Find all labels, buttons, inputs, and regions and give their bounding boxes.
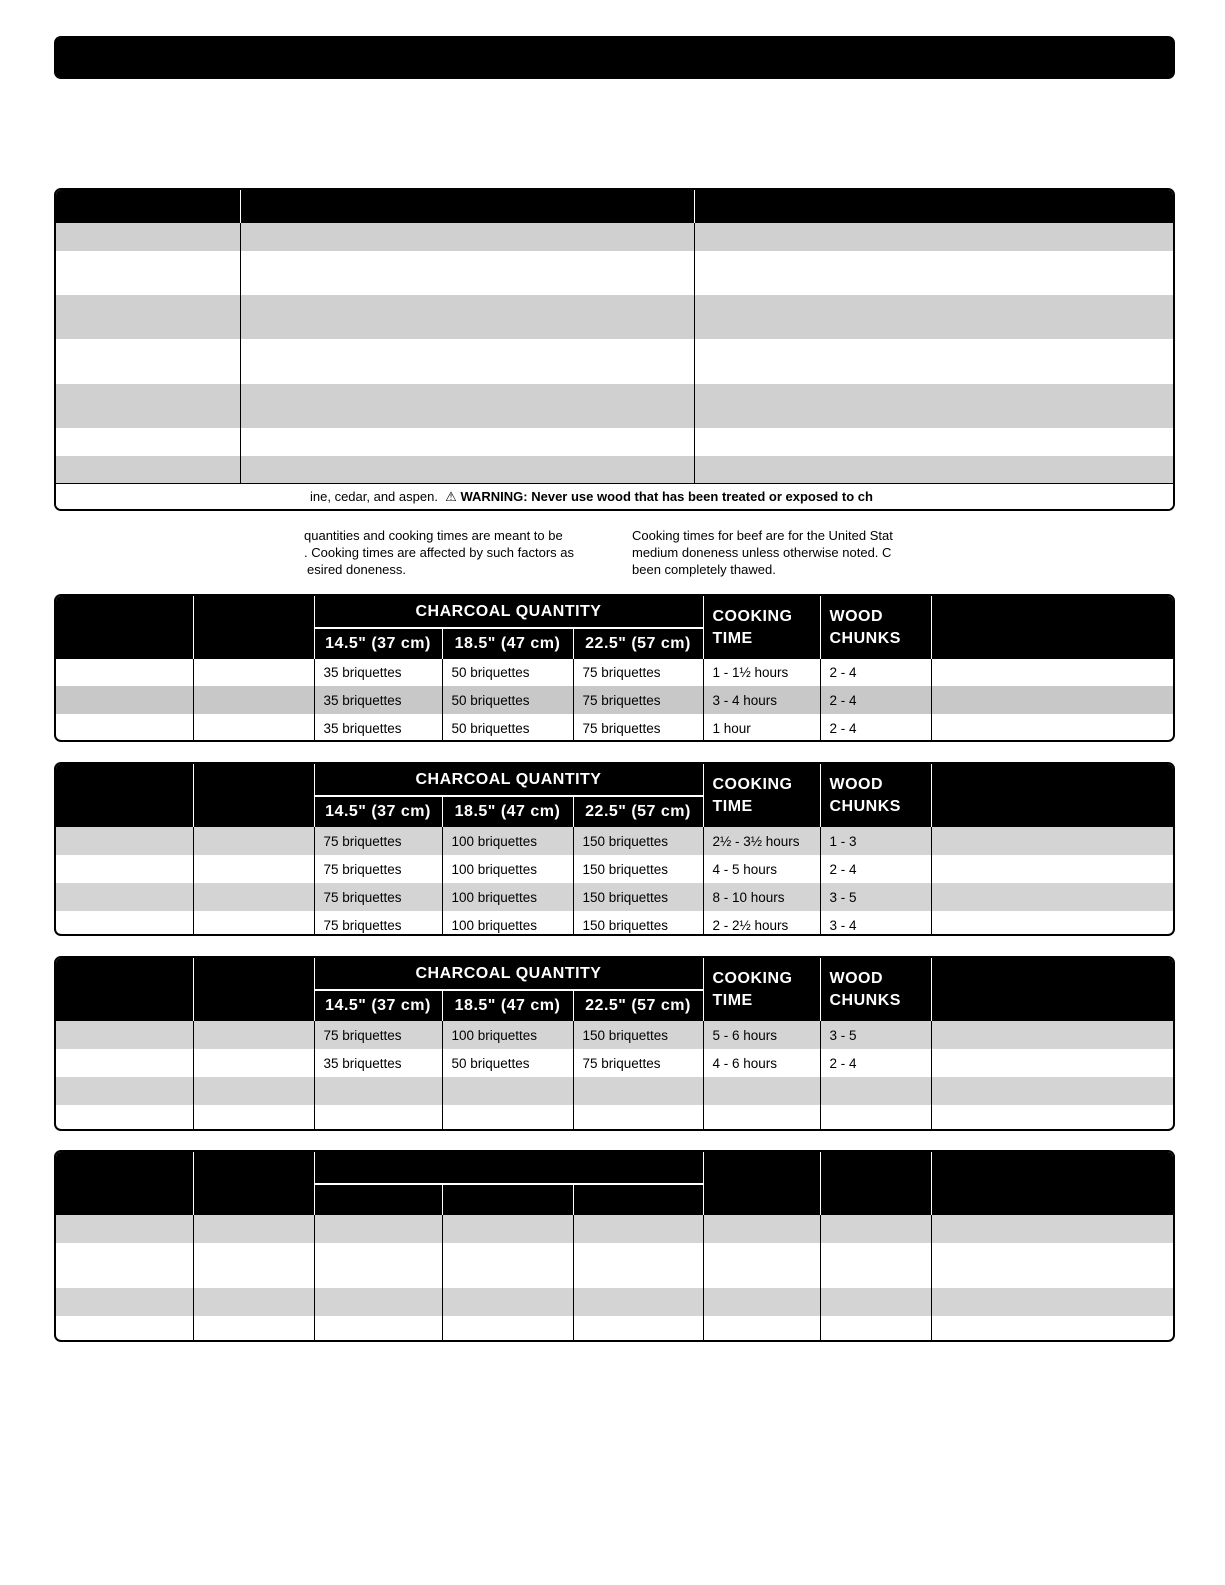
charcoal-cell: 35 briquettes [314,1049,442,1077]
cooking-time-cell: 2 - 2½ hours [703,911,820,936]
charcoal-cell: 75 briquettes [573,714,703,742]
smoking-table-3 [54,956,1175,1131]
cooking-time-header: COOKING TIME [703,958,820,1021]
charcoal-cell: 100 briquettes [442,883,573,911]
charcoal-cell: 35 briquettes [314,714,442,742]
warning-text: WARNING: Never use wood that has been treated or exposed to ch [460,489,873,504]
charcoal-cell: 150 briquettes [573,855,703,883]
charcoal-cell: 75 briquettes [314,1021,442,1049]
cooking-time-header: COOKING TIME [703,764,820,827]
charcoal-cell: 150 briquettes [573,1021,703,1049]
smoking-table-1 [54,594,1175,742]
cooking-time-cell: 1 - 1½ hours [703,659,820,686]
cooking-time-cell: 3 - 4 hours [703,686,820,714]
charcoal-cell: 150 briquettes [573,911,703,936]
charcoal-cell: 75 briquettes [314,855,442,883]
wood-chunks-cell: 1 - 3 [820,827,931,855]
table-row [56,295,1173,339]
intro-left-text [304,527,574,578]
table-row [56,1215,1173,1243]
charcoal-quantity-header: CHARCOAL QUANTITY [314,958,703,990]
wood-chunks-cell: 2 - 4 [820,714,931,742]
wood-chunks-header: WOOD CHUNKS [820,764,931,827]
smoking-table-4 [54,1150,1175,1342]
size-header: 14.5" (37 cm) [314,796,442,827]
size-header: 14.5" (37 cm) [314,628,442,659]
table-row [56,384,1173,428]
charcoal-cell: 50 briquettes [442,686,573,714]
charcoal-cell: 35 briquettes [314,686,442,714]
note-text: ine, cedar, and aspen. [310,489,438,504]
intro-line: Cooking times for beef are for the United Stat [632,528,893,543]
table-row [56,714,1173,742]
wood-chunks-cell: 3 - 4 [820,911,931,936]
charcoal-cell: 50 briquettes [442,714,573,742]
wood-chunks-cell: 2 - 4 [820,686,931,714]
intro-line: medium doneness unless otherwise noted. C [632,545,892,560]
table-row [56,855,1173,883]
cooking-time-cell: 5 - 6 hours [703,1021,820,1049]
charcoal-cell: 75 briquettes [573,686,703,714]
table-row [56,827,1173,855]
table-row [56,1243,1173,1288]
charcoal-quantity-header: CHARCOAL QUANTITY [314,764,703,796]
wood-chunks-cell: 2 - 4 [820,659,931,686]
wood-chunks-cell: 2 - 4 [820,855,931,883]
intro-right-text [632,527,893,578]
wood-table-header [56,190,1173,223]
size-header: 22.5" (57 cm) [573,628,703,659]
intro-line: quantities and cooking times are meant to be [304,528,563,543]
charcoal-quantity-header: CHARCOAL QUANTITY [314,596,703,628]
wood-chunks-cell: 3 - 5 [820,883,931,911]
charcoal-cell: 100 briquettes [442,1021,573,1049]
charcoal-cell: 100 briquettes [442,827,573,855]
charcoal-cell: 50 briquettes [442,659,573,686]
smoking-table-2 [54,762,1175,936]
wood-chunks-cell: 2 - 4 [820,1049,931,1077]
charcoal-cell: 75 briquettes [314,911,442,936]
cooking-time-cell: 1 hour [703,714,820,742]
charcoal-cell: 75 briquettes [573,1049,703,1077]
wood-types-table [54,188,1175,511]
table-row [56,883,1173,911]
size-header: 22.5" (57 cm) [573,796,703,827]
intro-line: esired doneness. [307,562,407,577]
charcoal-cell: 75 briquettes [314,883,442,911]
table-row [56,1049,1173,1077]
charcoal-cell: 75 briquettes [573,659,703,686]
wood-chunks-header: WOOD CHUNKS [820,596,931,659]
table-row [56,223,1173,251]
cooking-time-cell: 2½ - 3½ hours [703,827,820,855]
intro-line: . Cooking times are affected by such factors as [304,545,575,560]
table-row [56,1288,1173,1316]
table-row [56,911,1173,936]
cooking-time-header: COOKING TIME [703,596,820,659]
table-row [56,339,1173,384]
table-row [56,659,1173,686]
charcoal-cell: 75 briquettes [314,827,442,855]
table-row [56,1077,1173,1105]
table-row [56,686,1173,714]
warning-icon: ⚠ [445,489,457,504]
table-row [56,1021,1173,1049]
size-header: 14.5" (37 cm) [314,990,442,1021]
table-row [56,428,1173,456]
charcoal-cell: 150 briquettes [573,883,703,911]
charcoal-cell: 35 briquettes [314,659,442,686]
intro-line: been completely thawed. [632,562,776,577]
cooking-time-cell: 8 - 10 hours [703,883,820,911]
size-header: 22.5" (57 cm) [573,990,703,1021]
table-row [56,1316,1173,1342]
size-header: 18.5" (47 cm) [442,628,573,659]
table-row [56,456,1173,484]
cooking-time-cell: 4 - 5 hours [703,855,820,883]
table-row [56,251,1173,295]
charcoal-cell: 150 briquettes [573,827,703,855]
size-header: 18.5" (47 cm) [442,796,573,827]
wood-warning-note [56,483,1173,509]
page-title-bar [54,36,1175,79]
wood-chunks-header: WOOD CHUNKS [820,958,931,1021]
cooking-time-cell: 4 - 6 hours [703,1049,820,1077]
table-row [56,1105,1173,1131]
charcoal-cell: 100 briquettes [442,855,573,883]
wood-chunks-cell: 3 - 5 [820,1021,931,1049]
size-header: 18.5" (47 cm) [442,990,573,1021]
charcoal-cell: 100 briquettes [442,911,573,936]
charcoal-cell: 50 briquettes [442,1049,573,1077]
